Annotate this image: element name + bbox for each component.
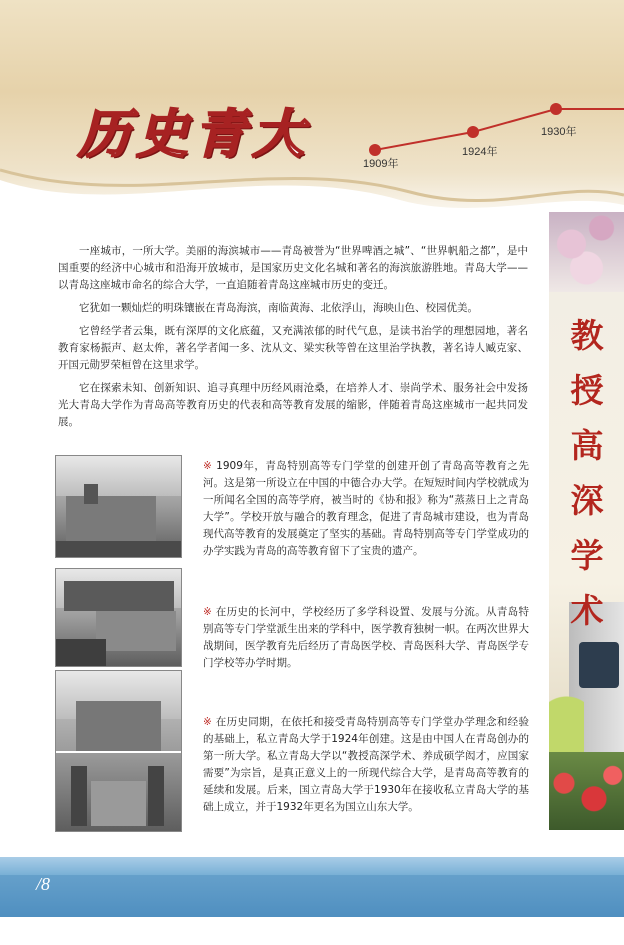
historic-photo-school-building	[55, 455, 182, 558]
motto-char: 学	[570, 536, 604, 575]
timeline-label-1930: 1930年	[541, 126, 577, 138]
timeline-label-1924: 1924年	[462, 146, 498, 158]
page-title: 历史青大	[78, 104, 311, 165]
history-item-1909	[203, 458, 529, 560]
page-number: /8	[36, 874, 51, 894]
historic-photo-gate	[55, 670, 182, 832]
footer-highlight	[0, 857, 624, 875]
intro-paragraph-1: 一座城市，一所大学。美丽的海滨城市——青岛被誉为“世界啤酒之城”、“世界帆船之都”，是中国重要的经济中心城市和沿海开放城市，是国家历史文化名城和著名的海滨旅游胜地。青岛大学——以青岛这座城市命名的综合大学，一直追随着青岛这座城市历史的变迁。	[58, 245, 528, 291]
timeline-dot-1924	[467, 126, 479, 138]
history-item-1924	[203, 714, 529, 816]
intro-paragraph-4: 它在探索未知、创新知识、追寻真理中历经风雨沧桑，在培养人才、崇尚学术、服务社会中发扬光大青岛大学作为青岛高等教育历史的代表和高等教育发展的缩影，伴随着青岛这座城市一起共同发展。	[58, 382, 528, 428]
history-item-text: 1909年，青岛特别高等专门学堂的创建开创了青岛高等教育之先河。这是第一所设立在中国的中德合办大学。在短短时间内学校就成为一所闻名全国的高等学府，被当时的《协和报》称为“蒸蒸日上之青岛大学”。学校开放与融合的教育理念，促进了青岛城市建设，也为青岛现代高等教育的发展奠定了坚实的基础。青岛特别高等专门学堂成功的办学实践为青岛的高等教育留下了宝贵的遗产。	[203, 460, 529, 557]
blossom-photo	[549, 212, 624, 292]
reference-mark-icon: ※	[203, 460, 213, 472]
reference-mark-icon: ※	[203, 606, 213, 618]
flowerbed-photo	[549, 752, 624, 830]
motto-char: 术	[570, 591, 604, 630]
timeline-dot-1930	[550, 103, 562, 115]
reference-mark-icon: ※	[203, 716, 213, 728]
intro-paragraph-2: 它犹如一颗灿烂的明珠镶嵌在青岛海滨，南临黄海、北依浮山，海映山色、校园优美。	[79, 302, 478, 314]
history-item-text: 在历史同期，在依托和接受青岛特别高等专门学堂办学理念和经验的基础上，私立青岛大学于1924年创建。这是由中国人在青岛创办的第一所大学。私立青岛大学以“教授高深学术、养成硕学闳才，应国家需要”为宗旨，是真正意义上的一所现代综合大学，是青岛高等教育的延续和发展。后来，国立青岛大学于1930年在接收私立青岛大学的基础上成立，并于1932年更名为国立山东大学。	[203, 716, 529, 813]
motto-char: 授	[570, 371, 604, 410]
motto-char: 教	[570, 316, 604, 355]
intro-paragraph-3: 它曾经学者云集，既有深厚的文化底蕴，又充满浓郁的时代气息，是读书治学的理想园地，著名教育家杨振声、赵太侔，著名学者闻一多、沈从文、梁实秋等曾在这里治学执教，著名诗人臧克家、开国元勋罗荣桓曾在这里求学。	[58, 325, 528, 371]
timeline-graphic	[360, 95, 624, 175]
intro-text	[58, 243, 528, 437]
motto-char: 高	[570, 426, 604, 465]
clock-icon	[579, 642, 619, 688]
historic-photo-campus-street	[55, 568, 182, 667]
history-item-text: 在历史的长河中，学校经历了多学科设置、发展与分流。从青岛特别高等专门学堂派生出来的学科中，医学教育独树一帜。在两次世界大战期间，医学教育先后经历了青岛医学校、青岛医科大学、青岛医学专门学校等办学时期。	[203, 606, 529, 669]
motto-char: 深	[570, 481, 604, 520]
timeline-label-1909: 1909年	[363, 158, 399, 170]
vertical-motto	[565, 308, 609, 638]
history-item-medical	[203, 604, 529, 672]
